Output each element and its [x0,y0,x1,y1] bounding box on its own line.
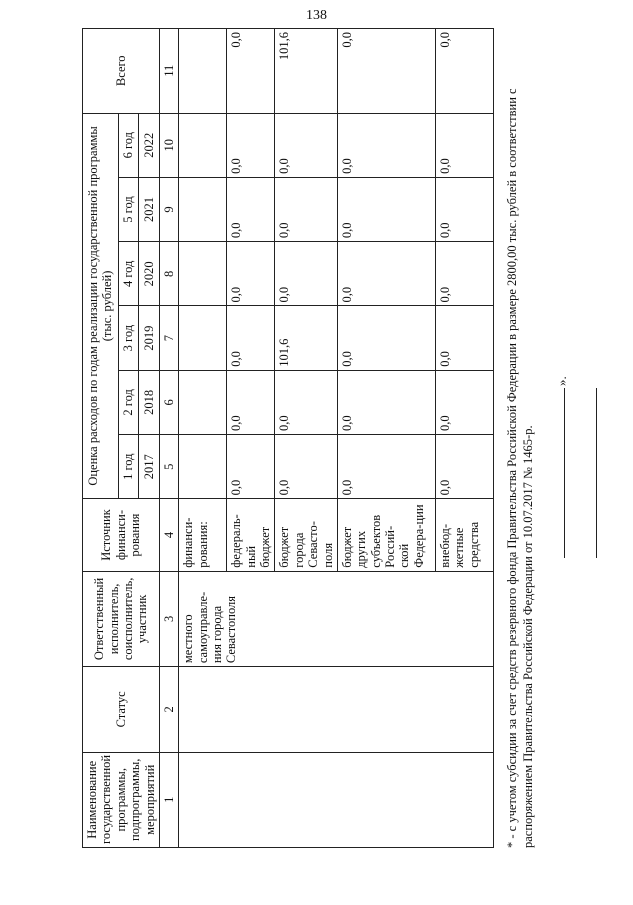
header-year-3-label: 3 год [118,306,139,370]
header-year-4: 2020 [139,242,160,306]
closing-line [564,388,565,558]
cell-value: 0,0 [227,306,275,370]
header-year-6-label: 6 год [118,113,139,177]
cell-value: 0,0 [337,306,435,370]
cell-value: 0,0 [337,242,435,306]
header-estimate: Оценка расходов по годам реализации государственной программы (тыс. рублей) [83,113,119,499]
col-num: 8 [159,242,178,306]
col-num: 3 [159,571,178,666]
header-year-2-label: 2 год [118,370,139,434]
cell-value [179,29,227,114]
cell-source: федераль-ный бюджет [227,499,275,571]
header-row-1 [83,29,119,848]
cell-value [179,113,227,177]
cell-value [179,435,227,499]
page-number: 138 [306,8,327,23]
col-num: 7 [159,306,178,370]
header-year-2: 2018 [139,370,160,434]
cell-value: 0,0 [275,113,338,177]
cell-value [179,177,227,241]
signature-line [596,388,597,558]
col-num: 11 [159,29,178,114]
header-total: Всего [83,29,160,114]
cell-value: 101,6 [275,306,338,370]
cell-value [179,370,227,434]
cell-value: 0,0 [435,113,493,177]
header-name: Наименование государственной программы, подпрограммы, мероприятий [83,752,160,847]
cell-value: 0,0 [227,113,275,177]
footnote: * - с учетом субсидии за счет средств резервного фонда Правительства Российской Федерации в размере 2800,00 тыс. рублей в соответствии с распоряжением Правительства Российской Федерации от 10.07.2017 № 1465-р. [505,88,536,848]
cell-value: 0,0 [275,370,338,434]
col-num: 2 [159,667,178,752]
cell-value: 0,0 [435,242,493,306]
cell-source: бюджет других субъектов Россий-ской Федера-ции [337,499,435,571]
col-num: 9 [159,177,178,241]
cell-value [179,306,227,370]
cell-name [179,752,494,847]
cell-value: 0,0 [337,177,435,241]
closing-mark: ». [554,376,569,386]
cell-value: 0,0 [435,177,493,241]
col-num: 6 [159,370,178,434]
col-num: 4 [159,499,178,571]
header-year-4-label: 4 год [118,242,139,306]
cell-value: 0,0 [227,435,275,499]
cell-source: внебюд-жетные средства [435,499,493,571]
budget-table [82,28,494,848]
cell-value: 0,0 [275,177,338,241]
cell-value: 0,0 [227,242,275,306]
cell-value [179,242,227,306]
cell-value: 0,0 [227,177,275,241]
col-num: 10 [159,113,178,177]
cell-value: 0,0 [337,370,435,434]
header-year-1-label: 1 год [118,435,139,499]
cell-total: 0,0 [227,29,275,114]
cell-value: 0,0 [227,370,275,434]
table-row [179,29,227,848]
header-year-6: 2022 [139,113,160,177]
header-source: Источник финанси-рования [83,499,160,571]
cell-total: 0,0 [337,29,435,114]
cell-status [179,667,494,752]
cell-executor: местного самоуправле-ния города Севастополя [179,571,494,666]
cell-value: 0,0 [435,435,493,499]
cell-value: 0,0 [337,435,435,499]
header-year-3: 2019 [139,306,160,370]
column-number-row [159,29,178,848]
header-year-1: 2017 [139,435,160,499]
cell-source: бюджет города Севасто-поля [275,499,338,571]
cell-value: 0,0 [435,306,493,370]
cell-value: 0,0 [337,113,435,177]
cell-value: 0,0 [435,370,493,434]
cell-source: финанси-рования: [179,499,227,571]
header-executor: Ответственный исполнитель, соисполнитель, участник [83,571,160,666]
cell-total: 101,6 [275,29,338,114]
cell-total: 0,0 [435,29,493,114]
col-num: 1 [159,752,178,847]
header-status: Статус [83,667,160,752]
header-year-5-label: 5 год [118,177,139,241]
col-num: 5 [159,435,178,499]
header-year-5: 2021 [139,177,160,241]
cell-value: 0,0 [275,242,338,306]
cell-value: 0,0 [275,435,338,499]
rotated-page [82,28,633,848]
